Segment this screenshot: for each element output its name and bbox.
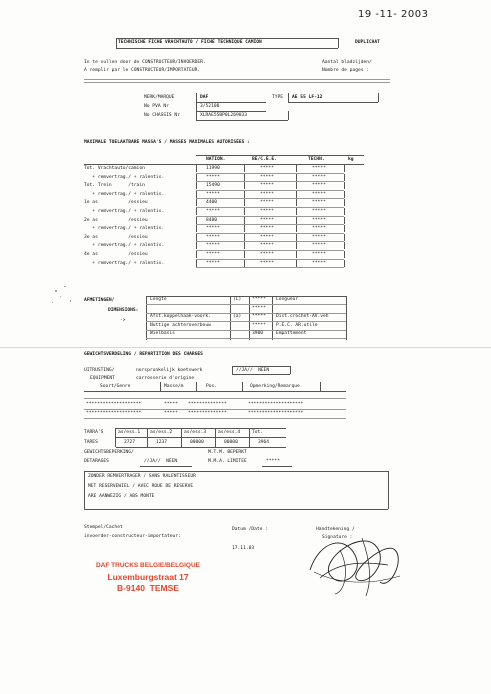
- mass-row-nation: 11990: [206, 166, 220, 171]
- table-divider: [196, 234, 197, 241]
- table-divider: [196, 242, 197, 249]
- remark-line-2: MET RESERVEWIEL / AVEC ROUE DE RESERVE: [88, 484, 194, 489]
- table-rule: [146, 338, 346, 339]
- table-divider: [196, 217, 197, 224]
- mass-row-label: Tot. Vrachtauto/camion: [84, 166, 145, 171]
- mass-row-label: + remvertrag./ + ralentis.: [84, 209, 165, 214]
- dim-row-nl: Wielbasis: [150, 331, 175, 337]
- equipment-value: carrosserie d'origine: [136, 376, 195, 381]
- chassis-value: XLRAE55BP0L269033: [200, 113, 248, 118]
- col-masse: Masse/m: [164, 384, 184, 389]
- remark-line-1: ZONDER REMVERTRAGER / SANS RALENTISSEUR: [88, 474, 196, 479]
- tare-value: 2727: [124, 440, 136, 445]
- fill-instruction-nl: In te vullen door de CONSTRUCTEUR/INVOERDER.: [84, 60, 206, 65]
- mass-row-be: *****: [260, 260, 274, 266]
- detarages-label: DETARAGES: [84, 459, 109, 464]
- table-divider: [249, 428, 250, 447]
- table-rule: [146, 304, 346, 305]
- equip-row2-opm: ********************: [248, 411, 304, 416]
- mass-row-be: *****: [260, 234, 274, 240]
- mass-row-techn: *****: [312, 183, 326, 189]
- mass-row-be: *****: [260, 209, 274, 214]
- distribution-heading: GEWICHTSVERDELING / REPARTITION DES CHARGES: [84, 352, 203, 357]
- mtm-label: M.T.M. BEPERKT: [208, 450, 247, 455]
- mass-row-be: *****: [260, 217, 274, 223]
- table-divider: [296, 208, 297, 215]
- table-divider: [344, 251, 345, 258]
- equip-row1-masse: *****: [164, 402, 178, 407]
- table-divider: [344, 199, 345, 206]
- table-divider: [115, 428, 116, 447]
- mass-row-be: *****: [260, 183, 274, 189]
- tare-row-label: TARES: [84, 440, 98, 445]
- stamp-company: DAF TRUCKS BELGIE/BELGIQUE: [95, 562, 200, 569]
- pva-label: No PVA Nr: [144, 104, 169, 109]
- tare-value: 3964: [258, 440, 270, 445]
- mass-row-techn: *****: [312, 174, 326, 180]
- table-rule: [196, 181, 344, 182]
- mass-row-be: *****: [260, 174, 274, 180]
- table-divider: [244, 217, 245, 224]
- table-rule: [146, 330, 346, 331]
- mass-row-techn: *****: [312, 217, 326, 223]
- table-divider: [244, 260, 245, 267]
- mass-row-techn: *****: [312, 209, 326, 214]
- signature-label-2: Signature :: [322, 535, 353, 540]
- table-divider: [344, 260, 345, 267]
- table-divider: [196, 191, 197, 198]
- table-divider: [244, 182, 245, 189]
- table-divider: [244, 199, 245, 206]
- table-divider: [244, 174, 245, 181]
- table-divider: [296, 199, 297, 206]
- dim-row-fr: Empattement: [276, 331, 307, 337]
- table-divider: [244, 242, 245, 249]
- table-divider: [244, 225, 245, 232]
- table-divider: [344, 174, 345, 181]
- dim-row-value: *****: [252, 305, 266, 311]
- mass-row-techn: *****: [312, 226, 326, 232]
- table-divider: [181, 428, 182, 447]
- gewichts-label: GEWICHTSBEPERKING/: [84, 450, 134, 455]
- col-opmerking: Opmerking/Remarque: [250, 384, 300, 389]
- col-pos: Pos.: [206, 384, 218, 389]
- dim-row-value: *****: [252, 314, 266, 320]
- table-divider: [344, 182, 345, 189]
- table-divider: [344, 217, 345, 224]
- mass-row-techn: *****: [312, 191, 326, 197]
- make-value: DAF: [200, 95, 209, 100]
- mass-row-be: *****: [260, 243, 274, 249]
- tare-col-header: as/ess.2: [150, 430, 173, 435]
- dim-row-nl: Nuttige achteroverbouw: [150, 322, 211, 328]
- table-divider: [244, 234, 245, 241]
- table-rule: [196, 173, 344, 174]
- mass-row-label: 4e as /essieu: [84, 252, 148, 257]
- tare-value: 1237: [156, 440, 168, 445]
- mass-row-techn: *****: [312, 260, 326, 266]
- mass-row-nation: *****: [206, 234, 220, 240]
- mass-row-techn: *****: [312, 243, 326, 249]
- table-divider: [196, 260, 197, 267]
- mass-row-label: Tot. Trein /train: [84, 183, 145, 189]
- dim-row-fr: Dist.crochet-AV.veh: [276, 314, 329, 320]
- fold-line: [0, 347, 491, 348]
- table-divider: [296, 165, 297, 172]
- col-kg: kg: [348, 157, 354, 162]
- table-rule: [196, 216, 344, 217]
- signature-image: [300, 520, 410, 600]
- table-divider: [296, 217, 297, 224]
- fill-instruction-fr: A remplir par le CONSTRUCTEUR/IMPORTATEUR.: [84, 68, 201, 73]
- table-rule: [196, 259, 344, 260]
- type-value: AE 55 LF-12: [292, 95, 323, 100]
- table-divider: [296, 174, 297, 181]
- dim-row-unit: (a): [233, 314, 242, 320]
- type-label: TYPE: [272, 95, 284, 100]
- mass-row-nation: *****: [206, 209, 220, 214]
- mass-row-label: 3e as /essieu: [84, 234, 148, 240]
- table-divider: [296, 251, 297, 258]
- equip-row1-opm: ********************: [248, 402, 304, 407]
- mass-row-be: *****: [260, 191, 274, 197]
- date-label: Datum /Date :: [232, 527, 268, 532]
- mass-row-nation: *****: [206, 226, 220, 232]
- mass-row-techn: *****: [312, 166, 326, 171]
- mass-row-label: + remvertrag./ + ralentis.: [84, 174, 165, 180]
- equip-row1-pos: **************: [188, 402, 227, 407]
- table-divider: [244, 251, 245, 258]
- col-soort: Soort/Genre: [100, 384, 131, 389]
- mma-value: *****: [266, 459, 280, 464]
- tare-value: 00000: [224, 440, 238, 445]
- dim-row-value: *****: [252, 322, 266, 328]
- equip-row2-pos: **************: [188, 411, 227, 416]
- uitrusting-value: norsprunkelijk koetswerk: [136, 368, 203, 373]
- table-divider: [196, 182, 197, 189]
- mass-row-nation: *****: [206, 260, 220, 266]
- handwritten-date: 19 -11- 2003: [358, 9, 429, 20]
- table-rule: [196, 267, 344, 268]
- mass-row-label: 1e as /essieu: [84, 200, 148, 206]
- dim-row-fr: P.E.C. AR.utile: [276, 322, 318, 328]
- mass-row-label: 2e as /essieu: [84, 217, 148, 223]
- dim-row-nl: Afst.koppelhaak-voork.: [150, 314, 211, 320]
- table-divider: [196, 208, 197, 215]
- uitrusting-label: UITRUSTING/: [84, 368, 115, 373]
- table-divider: [147, 428, 148, 447]
- table-rule: [196, 224, 344, 225]
- equip-row1-soort: ********************: [86, 402, 142, 407]
- mma-label: M.M.A. LIMITEE: [208, 459, 247, 464]
- table-divider: [344, 165, 345, 172]
- table-divider: [296, 260, 297, 267]
- table-divider: [196, 165, 197, 172]
- table-rule: [196, 233, 344, 234]
- chassis-label: No CHASSIS Nr: [144, 113, 180, 118]
- table-divider: [196, 225, 197, 232]
- mass-row-techn: *****: [312, 200, 326, 206]
- table-divider: [244, 191, 245, 198]
- equip-row2-soort: ********************: [86, 411, 142, 416]
- mass-row-nation: 4400: [206, 200, 218, 206]
- tare-col-header: as/ess.3: [184, 430, 207, 435]
- equipment-label: EQUIPMENT: [90, 376, 115, 381]
- mass-row-techn: *****: [312, 234, 326, 240]
- tare-value: 00000: [190, 440, 204, 445]
- col-nation: NATION.: [206, 157, 226, 162]
- table-divider: [296, 191, 297, 198]
- table-divider: [296, 225, 297, 232]
- mass-row-label: + remvertrag./ + ralentis.: [84, 226, 165, 232]
- dim-row-fr: Longueur: [276, 297, 299, 302]
- mass-row-be: *****: [260, 200, 274, 206]
- stamp-city: B-9140 TEMSE: [117, 583, 179, 593]
- equip-row2-masse: *****: [164, 411, 178, 416]
- table-divider: [344, 234, 345, 241]
- table-divider: [344, 242, 345, 249]
- mass-row-be: *****: [260, 166, 274, 171]
- mass-row-be: *****: [260, 252, 274, 257]
- dim-row-unit: (L): [233, 297, 242, 302]
- table-divider: [344, 208, 345, 215]
- table-divider: [296, 242, 297, 249]
- table-divider: [244, 208, 245, 215]
- mass-row-label: + remvertrag./ + ralentis.: [84, 243, 165, 249]
- date-value: 17.11.03: [232, 546, 255, 551]
- masses-heading: MAXIMALE TOELAATBARE MASSA'S / MASSES MAXIMALES AUTORISEES :: [84, 140, 250, 145]
- dim-row-nl: Lengte: [150, 297, 167, 302]
- mass-row-label: + remvertrag./ + ralentis.: [84, 260, 165, 266]
- pages-label-nl: Aantal bladzijden/: [322, 60, 372, 65]
- table-divider: [196, 174, 197, 181]
- stamp-label-2: invoerder-constructeur-importateur:: [84, 534, 181, 539]
- table-divider: [244, 165, 245, 172]
- detarages-value: //JA// NEEN: [144, 459, 178, 464]
- table-divider: [344, 225, 345, 232]
- mass-row-nation: 8400: [206, 217, 218, 223]
- table-divider: [196, 251, 197, 258]
- tare-col-header: as/ess.4: [218, 430, 241, 435]
- table-divider: [344, 191, 345, 198]
- pages-label-fr: Nombre de pages :: [322, 68, 370, 73]
- dimensions-arrow: ->: [120, 318, 126, 323]
- dim-row-value: *****: [252, 297, 266, 302]
- table-divider: [296, 182, 297, 189]
- table-rule: [196, 250, 344, 251]
- pva-value: 3/52108: [200, 104, 220, 109]
- table-divider: [296, 234, 297, 241]
- mass-row-nation: *****: [206, 243, 220, 249]
- dim-row-value: 3900: [252, 331, 264, 337]
- dimensions-title: AFMETINGEN/: [84, 298, 115, 303]
- mass-row-nation: 15490: [206, 183, 220, 189]
- mass-row-nation: *****: [206, 252, 220, 257]
- table-rule: [196, 207, 344, 208]
- tare-col-header: Tot.: [252, 430, 264, 435]
- form-title: TECHNISCHE FICHE VRACHTAUTO / FICHE TECHNIQUE CAMION: [118, 40, 262, 45]
- table-divider: [215, 428, 216, 447]
- dimensions-title-fr: DIMENSIONS:: [108, 308, 139, 313]
- tare-col-header: as/ess.1: [118, 430, 141, 435]
- col-be-cee: BE/C.E.E.: [252, 157, 277, 162]
- mass-row-be: *****: [260, 226, 274, 232]
- tare-label: TARRA'S: [84, 430, 104, 435]
- mass-row-nation: *****: [206, 191, 220, 197]
- make-label: MERK/MARQUE: [144, 95, 175, 100]
- mass-row-techn: *****: [312, 252, 326, 257]
- stamp-label: Stempel/Cachet: [84, 525, 123, 530]
- table-rule: [196, 190, 344, 191]
- remark-line-3: ARE AANWEZIG / ABS MONTE: [88, 494, 155, 499]
- table-divider: [196, 199, 197, 206]
- duplicate-label: DUPLICAAT: [355, 40, 380, 45]
- stamp-street: Luxemburgstraat 17: [107, 572, 189, 582]
- signature-label: Handtekening /: [316, 527, 355, 532]
- mass-row-nation: *****: [206, 174, 220, 180]
- ja-nee-uitrusting: //JA// NEEN: [236, 368, 270, 373]
- col-techn: TECHN.: [308, 157, 325, 162]
- mass-row-label: + remvertrag./ + ralentis.: [84, 191, 165, 197]
